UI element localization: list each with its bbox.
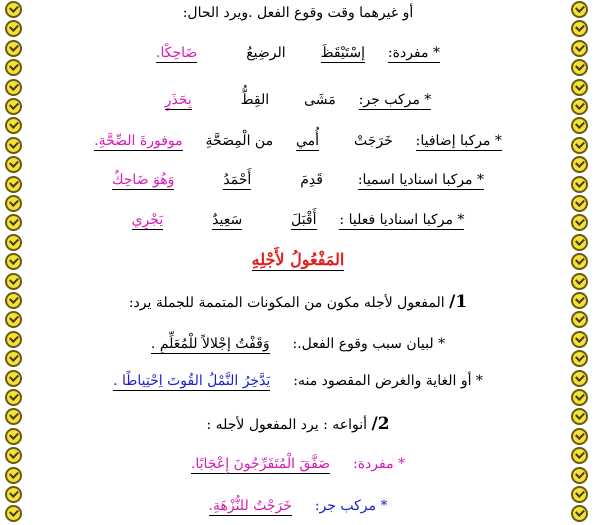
type-jarr-line: [40, 498, 556, 514]
ring-check-icon: [5, 311, 22, 328]
item1-line: [40, 292, 556, 312]
ring-check-icon: [5, 195, 22, 212]
ring-check-icon: [5, 370, 22, 387]
ring-check-icon: [571, 331, 588, 348]
ring-check-icon: [571, 408, 588, 425]
ring-check-icon: [571, 486, 588, 503]
hal-fili-line: [40, 212, 556, 228]
hal-idafi-word1: خَرَجَتْ: [353, 133, 393, 149]
hal-mufrada-label: * مفردة:: [387, 45, 440, 61]
ring-check-icon: [5, 408, 22, 425]
bayan-line: [40, 336, 556, 352]
ring-check-icon: [571, 98, 588, 115]
type-jarr-label: * مركب جر:: [314, 498, 388, 514]
ring-check-icon: [5, 389, 22, 406]
ring-check-icon: [5, 234, 22, 251]
ghaya-line: [40, 373, 556, 389]
hal-mufrada-word1: إسْتَيْقَظَ: [320, 45, 366, 61]
ring-check-icon: [5, 117, 22, 134]
intro-line: [40, 5, 556, 21]
ring-check-icon: [5, 486, 22, 503]
ring-check-icon: [571, 311, 588, 328]
ring-check-icon: [5, 331, 22, 348]
hal-jarr-word3: بِحَذَرٍ: [164, 92, 192, 108]
ring-check-icon: [5, 176, 22, 193]
hal-fili-label: * مركبا اسناديا فعليا :: [339, 212, 465, 228]
ring-check-icon: [571, 1, 588, 18]
hal-ismi-line: [40, 172, 556, 188]
ring-check-icon: [5, 292, 22, 309]
ring-check-icon: [5, 428, 22, 445]
hal-ismi-word3: وَهُوَ ضَاحِكٌ: [111, 172, 175, 188]
hal-fili-word3: يَجْرِي: [131, 212, 164, 228]
ring-check-icon: [5, 156, 22, 173]
ghaya-label: * أو الغاية والغرض المقصود منه:: [293, 373, 483, 389]
type-mufrada-label: * مفردة:: [353, 456, 406, 472]
bayan-example: وَقَفْتُ إجْلالاً للْمُعَلِّمِ .: [150, 336, 270, 352]
left-decorative-border: [4, 0, 26, 525]
ring-check-icon: [571, 253, 588, 270]
ring-check-icon: [5, 467, 22, 484]
type-jarr-example: خَرَجْتُ للنُّزْهَةِ.: [208, 498, 292, 514]
intro-text: أو غيرهما وقت وقوع الفعل .ويرد الحال:: [182, 5, 414, 21]
ring-check-icon: [5, 505, 22, 522]
hal-mufrada-line: [40, 45, 556, 61]
ring-check-icon: [5, 273, 22, 290]
document-body: [40, 0, 556, 525]
ring-check-icon: [5, 59, 22, 76]
ring-check-icon: [571, 273, 588, 290]
ring-check-icon: [571, 59, 588, 76]
hal-fili-word1: أَقْبَلَ: [291, 212, 317, 228]
ring-check-icon: [571, 467, 588, 484]
hal-idafi-line: [40, 133, 556, 149]
hal-mufrada-word2: الرضِيعُ: [246, 45, 286, 61]
hal-mufrada-word3: ضَاحِكًا.: [156, 45, 198, 61]
ring-check-icon: [571, 389, 588, 406]
hal-jarr-word1: مَشَى: [304, 92, 336, 108]
hal-idafi-word2: أُمي: [295, 133, 320, 149]
ring-check-icon: [5, 20, 22, 37]
ring-check-icon: [5, 253, 22, 270]
ring-check-icon: [571, 195, 588, 212]
ring-check-icon: [571, 20, 588, 37]
item2-text: أنواعه : يرد المفعول لأجله :: [206, 417, 368, 433]
ring-check-icon: [5, 40, 22, 57]
ring-check-icon: [571, 428, 588, 445]
ring-check-icon: [571, 447, 588, 464]
ring-check-icon: [571, 350, 588, 367]
type-mufrada-example: صَفَّقَ الْمُتَفَرِّجُونَ إِعْجَابًا.: [190, 456, 331, 472]
ring-check-icon: [5, 79, 22, 96]
hal-jarr-label: * مركب جر:: [358, 92, 432, 108]
hal-jarr-line: [40, 92, 556, 108]
item2-number: 2/: [371, 414, 390, 434]
hal-idafi-word4: موفورةَ الصِّحَّةِ.: [94, 133, 183, 149]
item1-text: المفعول لأجله مكون من المكونات المتممة للجملة يرد:: [128, 295, 445, 311]
ring-check-icon: [571, 117, 588, 134]
right-decorative-border: [570, 0, 592, 525]
ring-check-icon: [571, 505, 588, 522]
hal-ismi-word1: قَدِمَ: [300, 172, 323, 188]
ring-check-icon: [5, 350, 22, 367]
hal-idafi-word3: من الْمِصَحَّةِ: [205, 133, 274, 149]
ring-check-icon: [571, 40, 588, 57]
hal-idafi-label: * مركبا إضافيا:: [415, 133, 502, 149]
item1-number: 1/: [449, 292, 468, 312]
ring-check-icon: [571, 156, 588, 173]
ring-check-icon: [5, 447, 22, 464]
ring-check-icon: [5, 137, 22, 154]
type-mufrada-line: [40, 456, 556, 472]
hal-ismi-label: * مركبا اسناديا اسميا:: [357, 172, 485, 188]
section-title-line: [40, 250, 556, 269]
item2-line: [40, 414, 556, 434]
ghaya-example: يَدَّخِرُ النَّمْلُ القُوتَ اِحْتِياطًا .: [113, 373, 271, 389]
ring-check-icon: [571, 234, 588, 251]
ring-check-icon: [571, 214, 588, 231]
bayan-label: * لبيان سبب وقوع الفعل.:: [292, 336, 446, 352]
ring-check-icon: [571, 137, 588, 154]
ring-check-icon: [5, 1, 22, 18]
hal-fili-word2: سَعِيدٌ: [212, 212, 243, 228]
ring-check-icon: [5, 98, 22, 115]
ring-check-icon: [5, 214, 22, 231]
hal-ismi-word2: أَحْمَدُ: [223, 172, 252, 188]
ring-check-icon: [571, 292, 588, 309]
ring-check-icon: [571, 370, 588, 387]
hal-jarr-word2: القِطُّ: [240, 92, 270, 108]
section-title: المَفْعُولُ لأَجْلِهِ: [251, 250, 345, 269]
ring-check-icon: [571, 176, 588, 193]
ring-check-icon: [571, 79, 588, 96]
